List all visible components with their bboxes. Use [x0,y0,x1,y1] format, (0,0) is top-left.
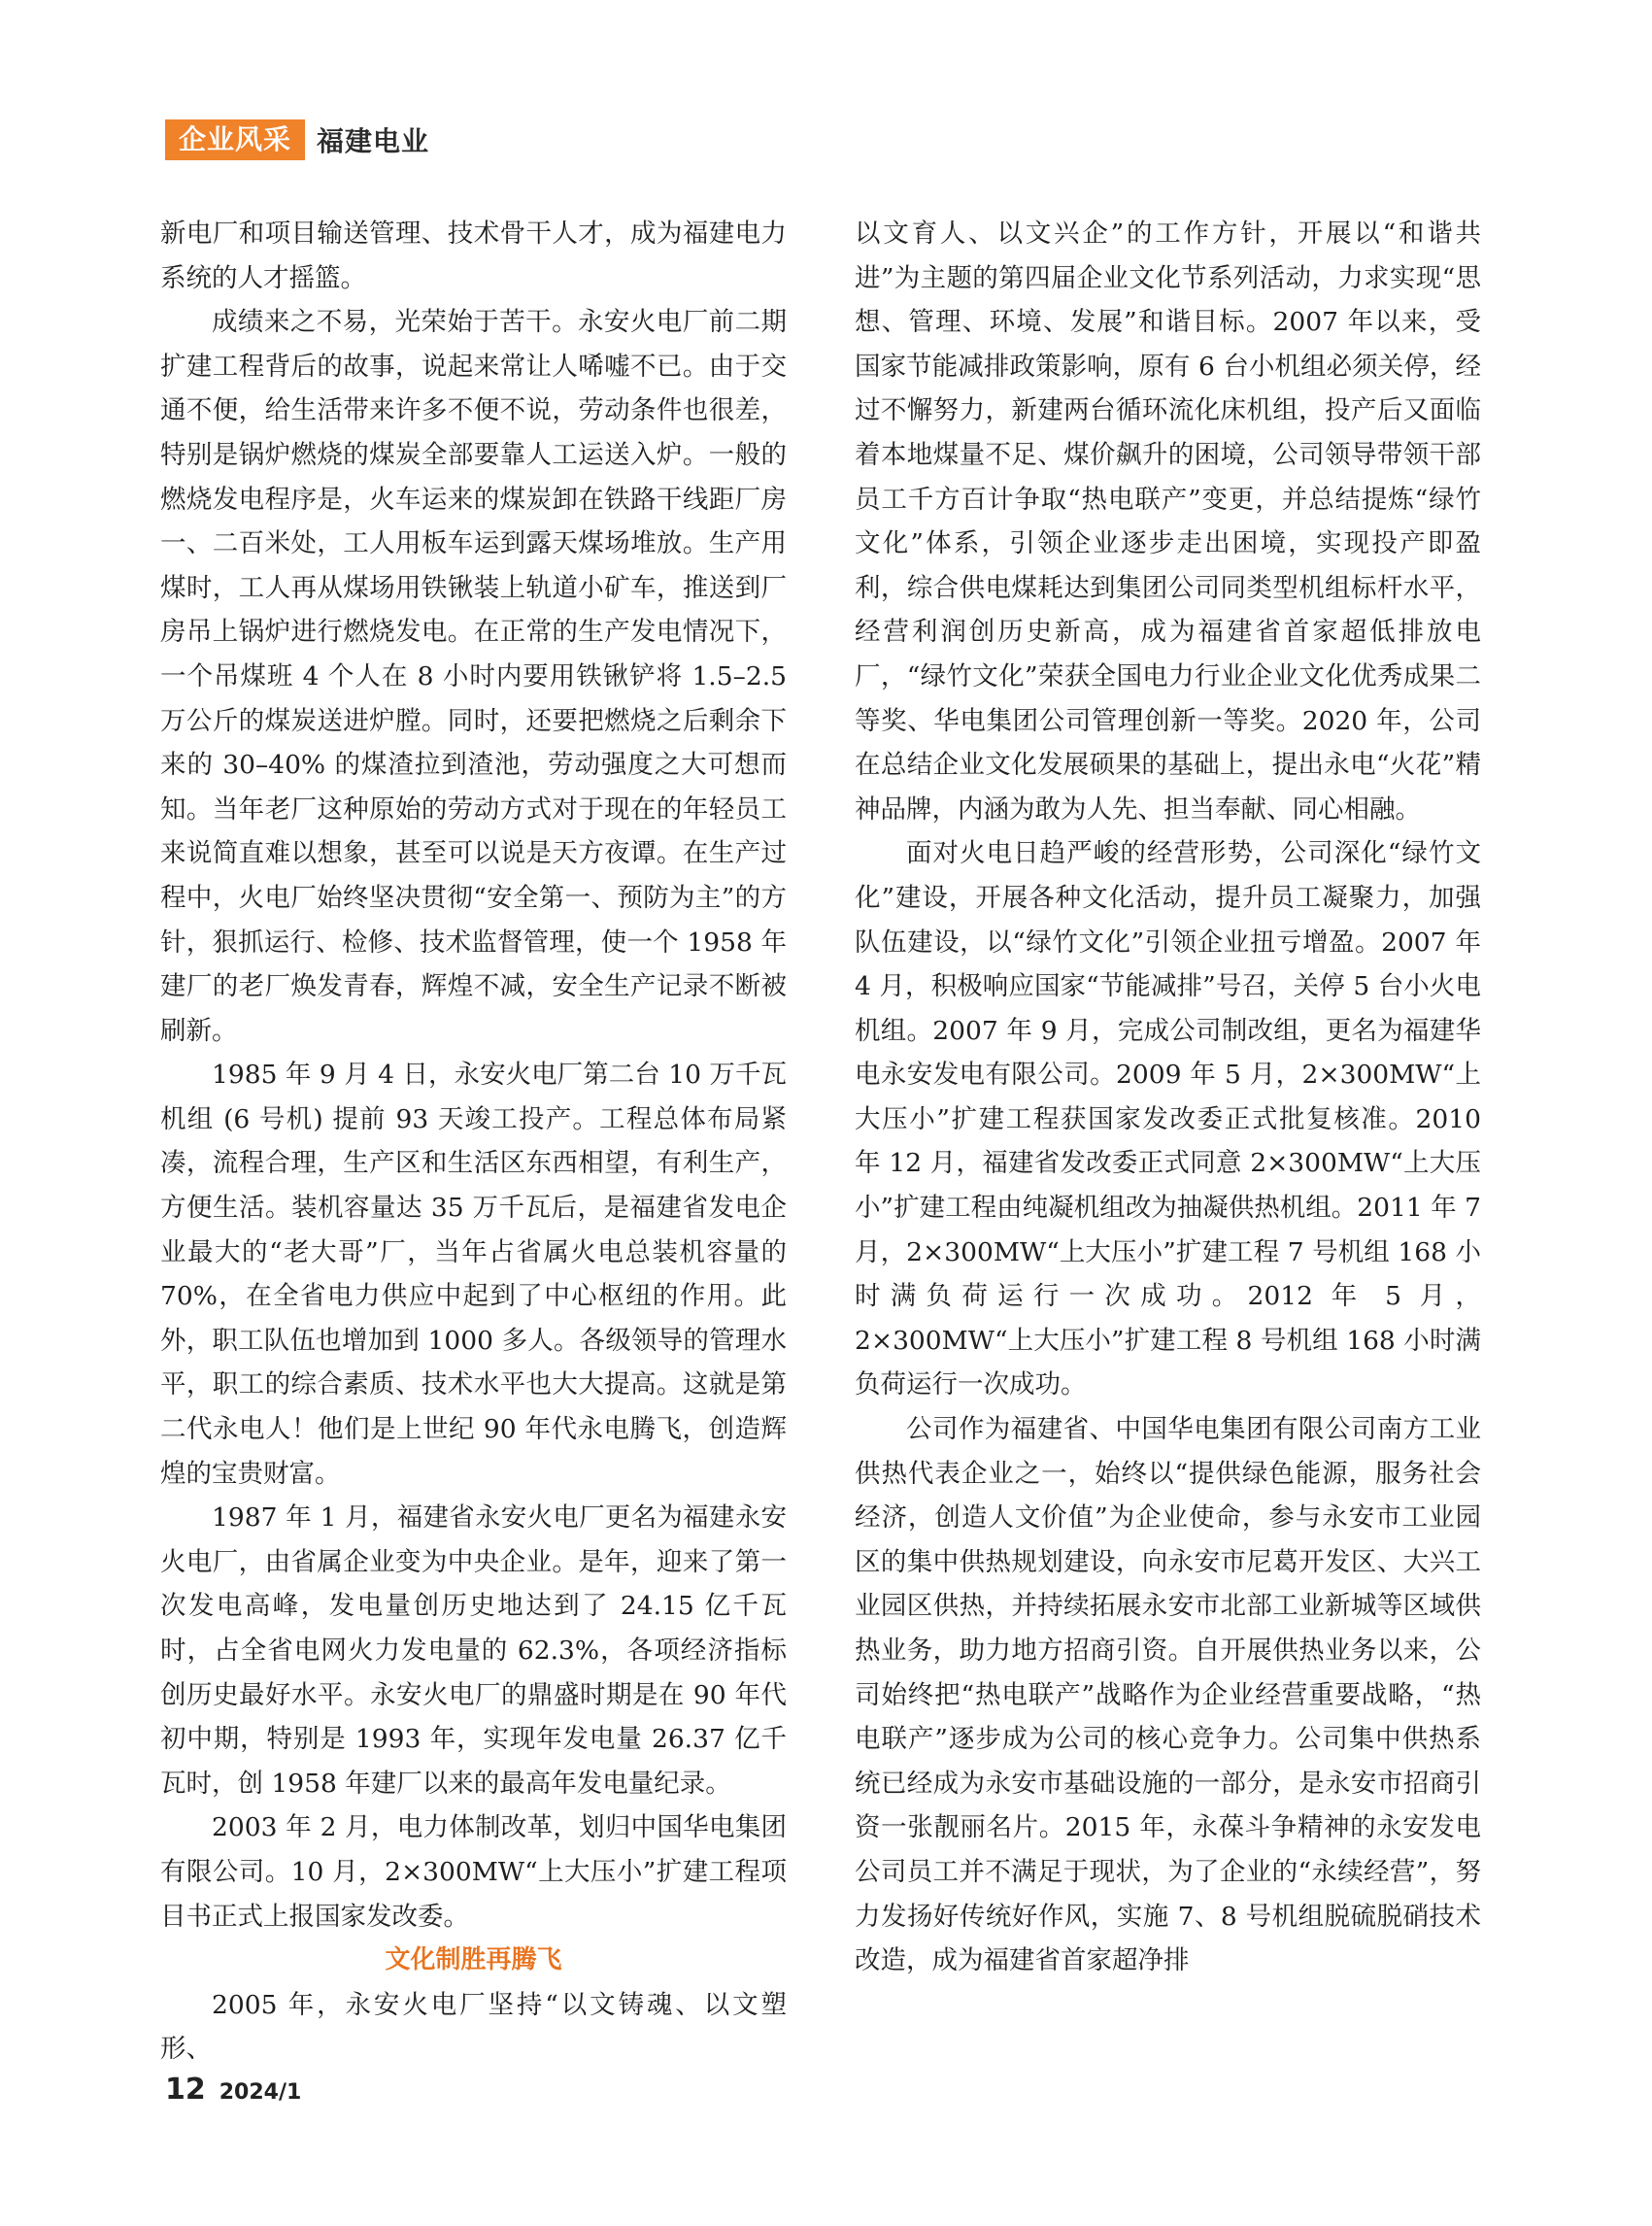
paragraph: 1987 年 1 月，福建省永安火电厂更名为福建永安火电厂，由省属企业变为中央企业。是年，迎来了第一次发电高峰，发电量创历史地达到了 24.15 亿千瓦时，占全省电网火力发电量的 62.3%，各项经济指标创历史最好水平。永安火电厂的鼎盛时期是在 90 年代初中期，特别是 1993 年，实现年发电量 26.37 亿千瓦时，创 1958 年建厂以来的最高年发电量纪录。 [160,1502,787,1799]
paragraph: 新电厂和项目输送管理、技术骨干人才，成为福建电力系统的人才摇篮。 [160,219,787,293]
page-header [165,118,429,161]
paragraph: 1985 年 9 月 4 日，永安火电厂第二台 10 万千瓦机组 (6 号机) 提前 93 天竣工投产。工程总体布局紧凑，流程合理，生产区和生活区东西相望，有利生产，方便生活。装机容量达 35 万千瓦后，是福建省发电企业最大的“老大哥”厂，当年占省属火电总装机容量的 70%，在全省电力供应中起到了中心枢纽的作用。此外，职工队伍也增加到 1000 多人。各级领导的管理水平，职工的综合素质、技术水平也大大提高。这就是第二代永电人！他们是上世纪 90 年代永电腾飞，创造辉煌的宝贵财富。 [160,1060,787,1489]
page-footer [165,2073,301,2107]
page-number: 12 [165,2073,206,2107]
paragraph: 2005 年，永安火电厂坚持“以文铸魂、以文塑形、 [160,1989,787,2065]
paragraph: 面对火电日趋严峻的经营形势，公司深化“绿竹文化”建设，开展各种文化活动，提升员工凝聚力，加强队伍建设，以“绿竹文化”引领企业扭亏增盈。2007 年 4 月，积极响应国家“节能减排”号召，关停 5 台小火电机组。2007 年 9 月，完成公司制改组，更名为福建华电永安发电有限公司。2009 年 5 月，2×300MW“上大压小”扩建工程获国家发改委正式批复核准。2010 年 12 月，福建省发改委正式同意 2×300MW“上大压小”扩建工程由纯凝机组改为抽凝供热机组。2011 年 7 月，2×300MW“上大压小”扩建工程 7 号机组 168 小时满负荷运行一次成功。2012 年 5 月，2×300MW“上大压小”扩建工程 8 号机组 168 小时满负荷运行一次成功。 [855,838,1481,1400]
paragraph: 2003 年 2 月，电力体制改革，划归中国华电集团有限公司。10 月，2×300MW“上大压小”扩建工程项目书正式上报国家发改委。 [160,1812,787,1932]
section-subheading: 文化制胜再腾飞 [385,1945,562,1975]
left-column [160,212,787,2072]
magazine-name: 福建电业 [317,125,430,157]
right-column [855,212,1481,1983]
issue-label: 2024/1 [219,2080,302,2105]
paragraph: 公司作为福建省、中国华电集团有限公司南方工业供热代表企业之一，始终以“提供绿色能源，服务社会经济，创造人文价值”为企业使命，参与永安市工业园区的集中供热规划建设，向永安市尼葛开发区、大兴工业园区供热，并持续拓展永安市北部工业新城等区域供热业务，助力地方招商引资。自开展供热业务以来，公司始终把“热电联产”战略作为企业经营重要战略，“热电联产”逐步成为公司的核心竞争力。公司集中供热系统已经成为永安市基础设施的一部分，是永安市招商引资一张靓丽名片。2015 年，永葆斗争精神的永安发电公司员工并不满足于现状，为了企业的“永续经营”，努力发扬好传统好作风，实施 7、8 号机组脱硫脱硝技术改造，成为福建省首家超净排 [855,1414,1481,1976]
paragraph: 以文育人、以文兴企”的工作方针，开展以“和谐共进”为主题的第四届企业文化节系列活动，力求实现“思想、管理、环境、发展”和谐目标。2007 年以来，受国家节能减排政策影响，原有 6 台小机组必须关停，经过不懈努力，新建两台循环流化床机组，投产后又面临着本地煤量不足、煤价飙升的困境，公司领导带领干部员工千方百计争取“热电联产”变更，并总结提炼“绿竹文化”体系，引领企业逐步走出困境，实现投产即盈利，综合供电煤耗达到集团公司同类型机组标杆水平，经营利润创历史新高，成为福建省首家超低排放电厂，“绿竹文化”荣获全国电力行业企业文化优秀成果二等奖、华电集团公司管理创新一等奖。2020 年，公司在总结企业文化发展硕果的基础上，提出永电“火花”精神品牌，内涵为敢为人先、担当奉献、同心相融。 [855,219,1481,825]
paragraph: 成绩来之不易，光荣始于苦干。永安火电厂前二期扩建工程背后的故事，说起来常让人唏嘘不已。由于交通不便，给生活带来许多不便不说，劳动条件也很差，特别是锅炉燃烧的煤炭全部要靠人工运送入炉。一般的燃烧发电程序是，火车运来的煤炭卸在铁路干线距厂房一、二百米处，工人用板车运到露天煤场堆放。生产用煤时，工人再从煤场用铁锹装上轨道小矿车，推送到厂房吊上锅炉进行燃烧发电。在正常的生产发电情况下，一个吊煤班 4 个人在 8 小时内要用铁锹铲将 1.5–2.5 万公斤的煤炭送进炉膛。同时，还要把燃烧之后剩余下来的 30–40% 的煤渣拉到渣池，劳动强度之大可想而知。当年老厂这种原始的劳动方式对于现在的年轻员工来说简直难以想象，甚至可以说是天方夜谭。在生产过程中，火电厂始终坚决贯彻“安全第一、预防为主”的方针，狠抓运行、检修、技术监督管理，使一个 1958 年建厂的老厂焕发青春，辉煌不减，安全生产记录不断被刷新。 [160,307,787,1046]
section-tag: 企业风采 [165,119,305,160]
